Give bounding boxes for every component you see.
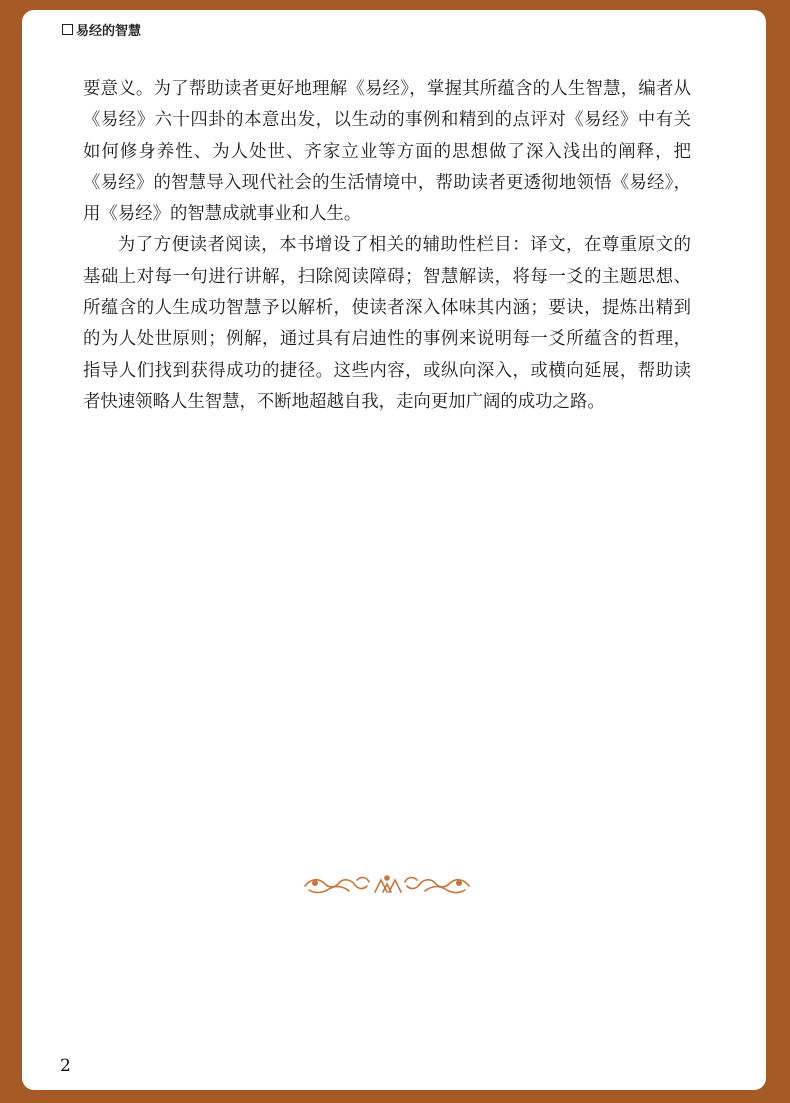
square-outline-icon xyxy=(62,24,73,35)
page-number: 2 xyxy=(60,1056,71,1076)
paragraph-1: 要意义。为了帮助读者更好地理解《易经》，掌握其所蕴含的人生智慧，编者从《易经》六十四卦的本意出发，以生动的事例和精到的点评对《易经》中有关如何修身养性、为人处世、齐家立业等方面的思想做了深入浅出的阐释，把《易经》的智慧导入现代社会的生活情境中，帮助读者更透彻地领悟《易经》，用《易经》的智慧成就事业和人生。 xyxy=(83,79,691,225)
paragraph-2: 为了方便读者阅读，本书增设了相关的辅助性栏目：译文，在尊重原文的基础上对每一句进行讲解，扫除阅读障碍；智慧解读，将每一爻的主题思想、所蕴含的人生成功智慧予以解析，使读者深入体味其内涵；要诀，提炼出精到的为人处世原则；例解，通过具有启迪性的事例来说明每一爻所蕴含的哲理，指导人们找到获得成功的捷径。这些内容，或纵向深入，或横向延展，帮助读者快速领略人生智慧，不断地超越自我，走向更加广阔的成功之路。 xyxy=(83,235,691,412)
running-header xyxy=(62,20,141,39)
dragon-ornament-icon xyxy=(301,872,473,898)
body-text xyxy=(83,74,691,418)
book-page xyxy=(22,10,766,1090)
header-title: 易经的智慧 xyxy=(76,24,142,39)
